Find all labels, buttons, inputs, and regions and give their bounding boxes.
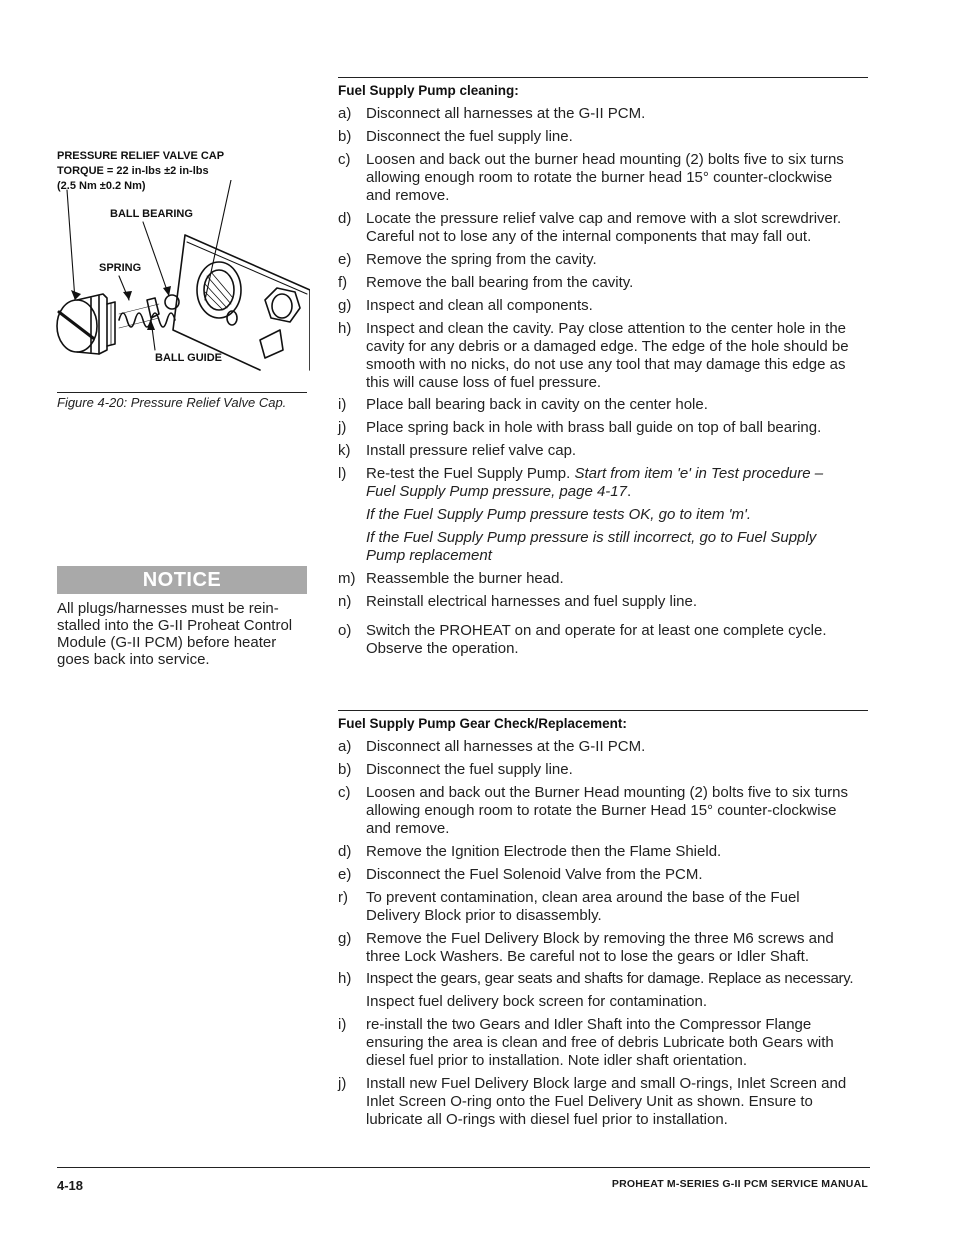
item-label: d) xyxy=(338,210,352,227)
item-text: Remove the Ignition Electrode then the Flame Shield. xyxy=(366,843,722,860)
item-text: Inspect and clean the cavity. Pay close attention to the center hole in the xyxy=(366,320,847,337)
note-tests-ok xyxy=(366,506,876,524)
item-label: a) xyxy=(338,738,352,755)
item-label: e) xyxy=(338,251,352,268)
item-label: m) xyxy=(338,570,356,587)
section-gear-rule xyxy=(338,710,868,711)
item-label: h) xyxy=(338,970,352,987)
item-text-reference: Start from item 'e' in Test procedure – xyxy=(574,465,824,482)
item-text: allowing enough room to rotate the burner head 15° counter-clockwise xyxy=(366,169,833,186)
pressure-relief-valve-illustration xyxy=(55,180,310,380)
item-text: To prevent contamination, clean area around the base of the Fuel xyxy=(366,889,800,906)
item-text: Disconnect all harnesses at the G-II PCM. xyxy=(366,105,646,122)
item-label: j) xyxy=(338,1075,347,1092)
item-text: Disconnect all harnesses at the G-II PCM. xyxy=(366,738,646,755)
notice-title: NOTICE xyxy=(57,566,307,594)
item-label: c) xyxy=(338,784,351,801)
item-text: Reinstall electrical harnesses and fuel supply line. xyxy=(366,593,698,610)
item-text: Remove the ball bearing from the cavity. xyxy=(366,274,634,291)
notice-line: All plugs/harnesses must be rein- xyxy=(57,600,279,617)
item-text: Place ball bearing back in cavity on the center hole. xyxy=(366,396,708,413)
figure-label-cap-line3: (2.5 Nm ±0.2 Nm) xyxy=(57,180,146,192)
section-cleaning-rule xyxy=(338,77,868,78)
section-cleaning-title: Fuel Supply Pump cleaning: xyxy=(338,83,519,98)
item-label: c) xyxy=(338,151,351,168)
item-text: Fuel Supply Pump pressure, page 4-17. xyxy=(366,483,632,500)
item-text: and remove. xyxy=(366,820,450,837)
item-text-plain: Re-test the Fuel Supply Pump. xyxy=(366,465,571,482)
item-text: diesel fuel prior to installation. Note idler shaft orientation. xyxy=(366,1052,748,1069)
item-text: Locate the pressure relief valve cap and remove with a slot screwdriver. xyxy=(366,210,842,227)
item-text: Remove the Fuel Delivery Block by removing the three M6 screws and xyxy=(366,930,834,947)
note-text: Pump replacement xyxy=(366,547,492,564)
item-text: Disconnect the fuel supply line. xyxy=(366,128,573,145)
item-label: g) xyxy=(338,930,352,947)
item-label: n) xyxy=(338,593,352,610)
item-text: and remove. xyxy=(366,187,450,204)
note-text: If the Fuel Supply Pump pressure is still incorrect, go to Fuel Supply xyxy=(366,529,817,546)
item-text: Inlet Screen O-ring onto the Fuel Delivery Unit as shown. Ensure to xyxy=(366,1093,813,1110)
item-text: Loosen and back out the burner head mounting (2) bolts five to six turns xyxy=(366,151,844,168)
item-text: Remove the spring from the cavity. xyxy=(366,251,597,268)
item-text: Inspect and clean all components. xyxy=(366,297,593,314)
item-text: Inspect fuel delivery bock screen for contamination. xyxy=(366,993,708,1010)
item-text: Observe the operation. xyxy=(366,640,519,657)
footer-rule xyxy=(57,1167,870,1168)
page-number: 4-18 xyxy=(57,1178,84,1193)
item-label: h) xyxy=(338,320,352,337)
item-label: r) xyxy=(338,889,348,906)
item-text-reference: Fuel Supply Pump pressure, page 4-17 xyxy=(366,483,627,500)
item-text: cavity for any debris or a damaged edge. The edge of the hole should be xyxy=(366,338,849,355)
item-label: a) xyxy=(338,105,352,122)
item-text: Switch the PROHEAT on and operate for at least one complete cycle. xyxy=(366,622,827,639)
item-text: smooth with no nicks, do not use any tool that may damage this edge as xyxy=(366,356,846,373)
manual-title: PROHEAT M-SERIES G-II PCM SERVICE MANUAL xyxy=(611,1178,868,1190)
item-label: l) xyxy=(338,465,347,482)
notice-line: goes back into service. xyxy=(57,651,210,668)
figure-label-spring: SPRING xyxy=(99,262,142,274)
item-label: o) xyxy=(338,622,352,639)
notice-text xyxy=(57,600,309,668)
figure-caption-rule xyxy=(57,392,307,393)
figure-label-ball-bearing: BALL BEARING xyxy=(110,208,193,220)
item-label: d) xyxy=(338,843,352,860)
item-text: Place spring back in hole with brass ball guide on top of ball bearing. xyxy=(366,419,822,436)
item-label: f) xyxy=(338,274,348,291)
item-text: Inspect the gears, gear seats and shafts for damage. Replace as necessary. xyxy=(366,970,854,987)
item-text: Install pressure relief valve cap. xyxy=(366,442,577,459)
item-label: b) xyxy=(338,761,352,778)
figure-label-cap-line2: TORQUE = 22 in-lbs ±2 in-lbs xyxy=(57,165,209,177)
item-text: Install new Fuel Delivery Block large and small O-rings, Inlet Screen and xyxy=(366,1075,847,1092)
item-label: b) xyxy=(338,128,352,145)
notice-line: Module (G-II PCM) before heater xyxy=(57,634,277,651)
item-text: lubricate all O-rings with diesel fuel prior to installation. xyxy=(366,1111,728,1128)
item-label: i) xyxy=(338,396,347,413)
item-label: j) xyxy=(338,419,347,436)
section-gear-title: Fuel Supply Pump Gear Check/Replacement: xyxy=(338,716,627,731)
figure-caption: Figure 4-20: Pressure Relief Valve Cap. xyxy=(57,395,287,410)
notice-line: stalled into the G-II Proheat Control xyxy=(57,617,293,634)
item-text: ensuring the area is clean and free of debris Lubricate both Gears with xyxy=(366,1034,834,1051)
item-text: Disconnect the fuel supply line. xyxy=(366,761,573,778)
item-label: i) xyxy=(338,1016,347,1033)
item-text: this will cause loss of fuel pressure. xyxy=(366,374,602,391)
item-text: Disconnect the Fuel Solenoid Valve from the PCM. xyxy=(366,866,703,883)
note-text: If the Fuel Supply Pump pressure tests OK, go to item 'm'. xyxy=(366,506,752,523)
figure-label-ball-guide: BALL GUIDE xyxy=(155,352,223,364)
item-label: e) xyxy=(338,866,352,883)
item-text xyxy=(366,465,876,483)
item-text: re-install the two Gears and Idler Shaft into the Compressor Flange xyxy=(366,1016,812,1033)
item-text: Delivery Block prior to disassembly. xyxy=(366,907,602,924)
figure-label-cap-line1: PRESSURE RELIEF VALVE CAP xyxy=(57,150,225,162)
item-label: k) xyxy=(338,442,351,459)
item-text: Reassemble the burner head. xyxy=(366,570,564,587)
item-text: allowing enough room to rotate the Burner Head 15° counter-clockwise xyxy=(366,802,837,819)
item-text: Careful not to lose any of the internal components that may fall out. xyxy=(366,228,812,245)
item-text: three Lock Washers. Be careful not to lose the gears or Idler Shaft. xyxy=(366,948,810,965)
note-still-incorrect xyxy=(366,529,876,565)
item-text: Loosen and back out the Burner Head mounting (2) bolts five to six turns xyxy=(366,784,848,801)
item-label: g) xyxy=(338,297,352,314)
